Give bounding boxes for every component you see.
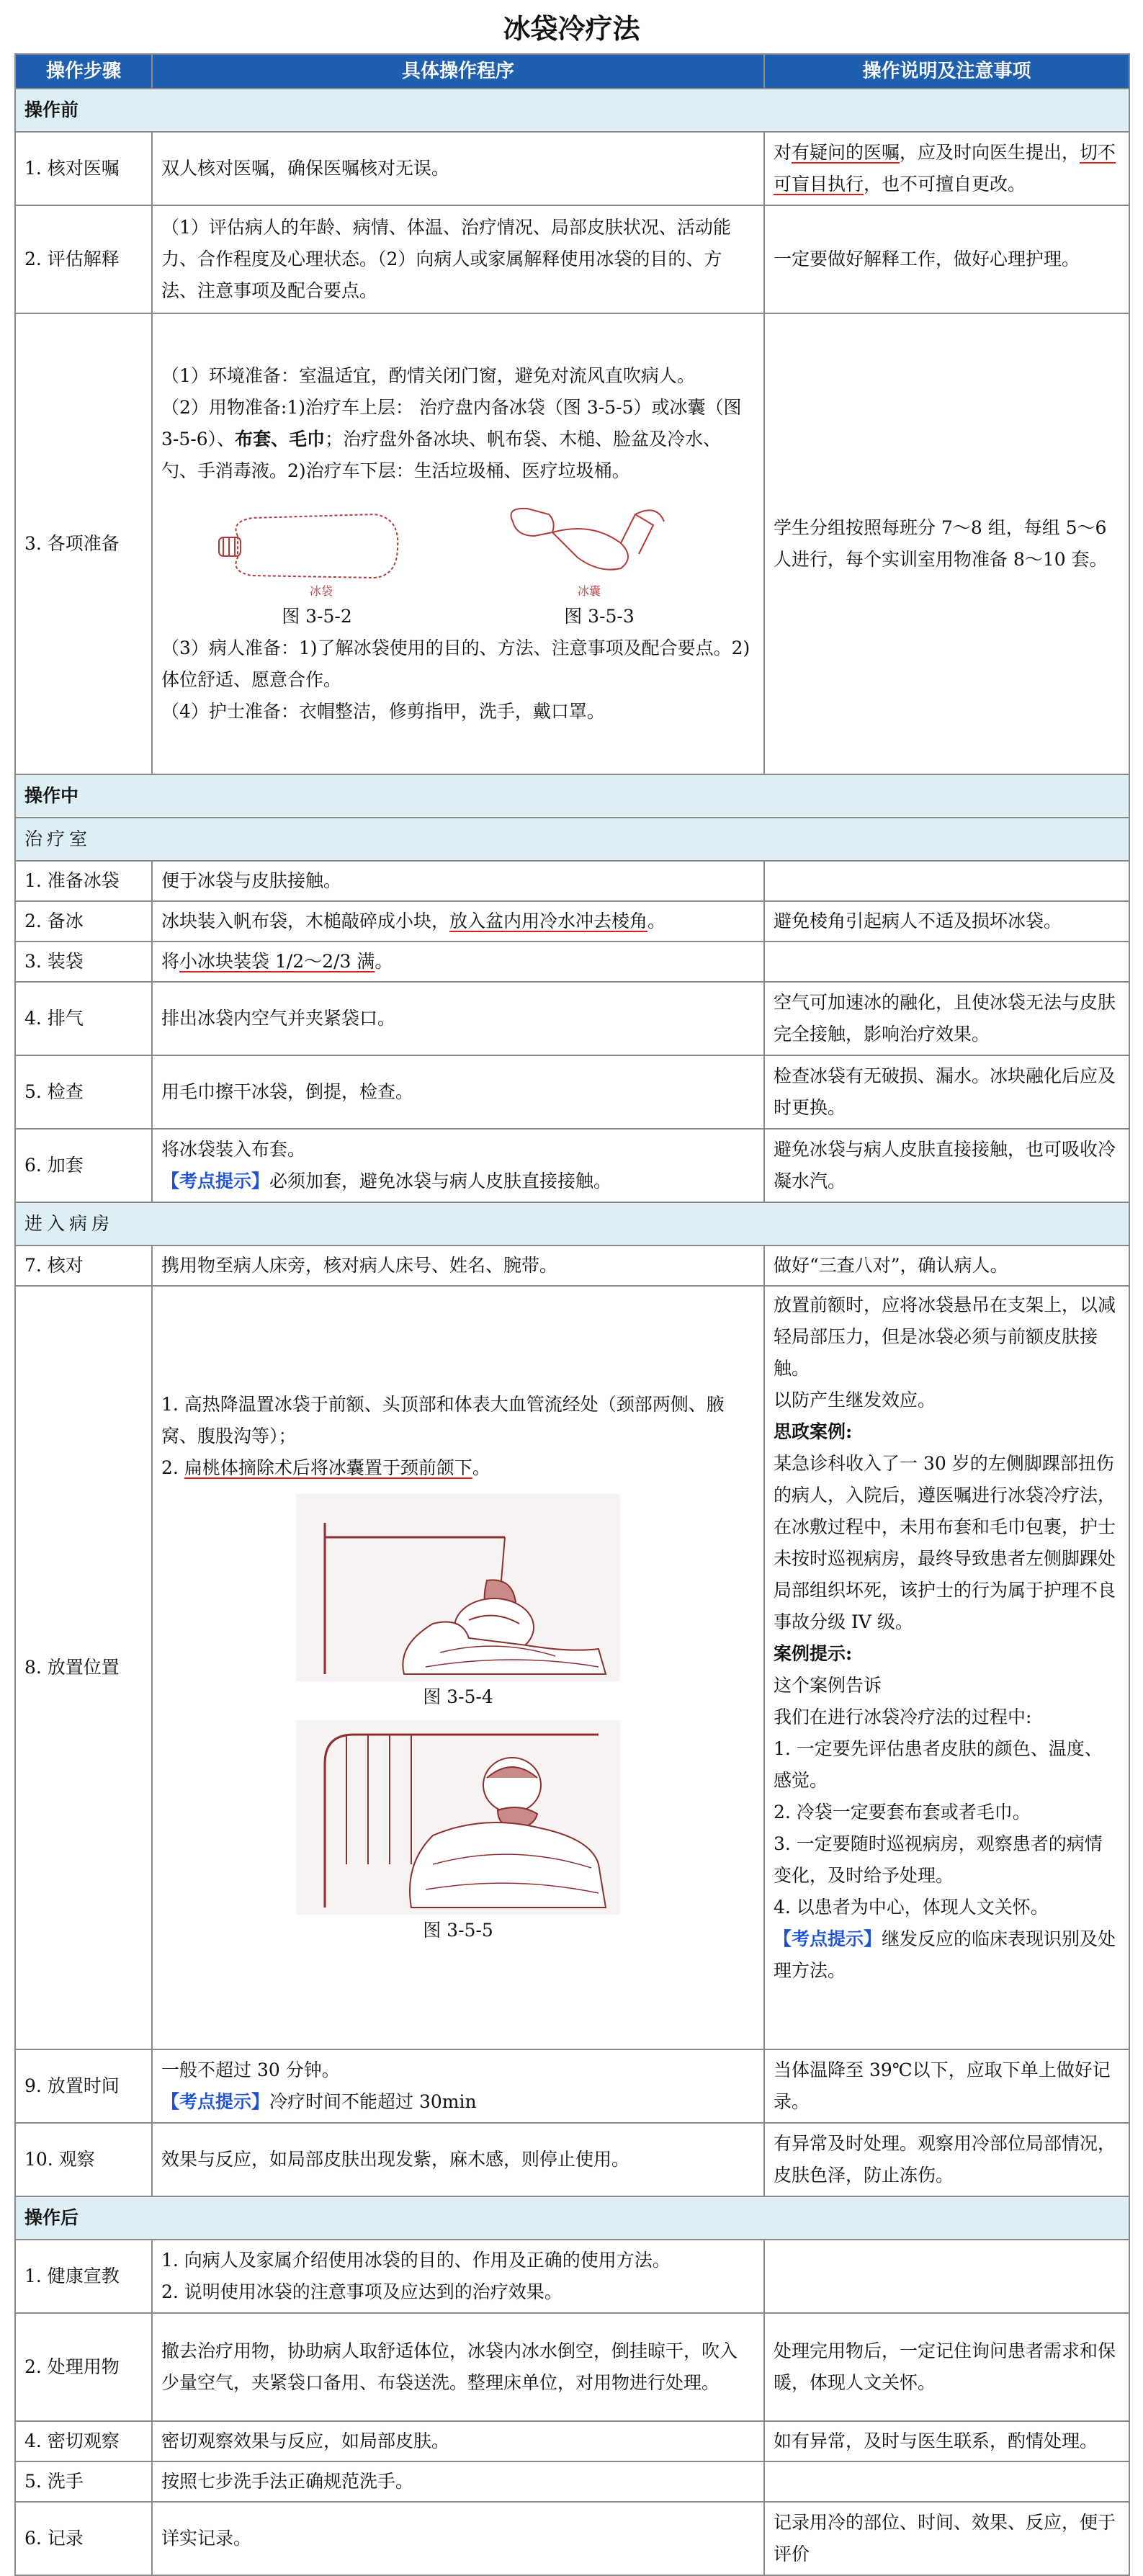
list-item: 3. 一定要随时巡视病房，观察患者的病情变化，及时给予处理。 bbox=[774, 1833, 1103, 1886]
table-row bbox=[15, 132, 1129, 205]
step-cell: 8. 放置位置 bbox=[15, 1286, 152, 2049]
text-span: 冰块装入帆布袋，木槌敲碎成小块， bbox=[161, 911, 450, 931]
list-item: 1. 一定要先评估患者皮肤的颜色、温度、感觉。 bbox=[774, 1738, 1103, 1791]
note-text: 这个案例告诉 bbox=[774, 1675, 882, 1696]
step-cell: 7. 核对 bbox=[15, 1245, 152, 1286]
text-span: 2. bbox=[161, 1457, 184, 1478]
note-cell: 避免冰袋与病人皮肤直接接触，也可吸收冷凝水汽。 bbox=[764, 1129, 1129, 1202]
procedure-cell: 密切观察效果与反应，如局部皮肤。 bbox=[152, 2421, 764, 2461]
table-row bbox=[15, 1129, 1129, 1202]
note-cell: 避免棱角引起病人不适及损坏冰袋。 bbox=[764, 901, 1129, 942]
procedure-table bbox=[14, 53, 1130, 2576]
step-cell: 1. 健康宣教 bbox=[15, 2240, 152, 2313]
text-span: 。 bbox=[375, 951, 393, 972]
procedure-cell: 用毛巾擦干冰袋，倒提，检查。 bbox=[152, 1055, 764, 1129]
note-cell bbox=[764, 2240, 1129, 2313]
table-row bbox=[15, 2240, 1129, 2313]
section-row-during bbox=[15, 774, 1129, 818]
procedure-cell bbox=[152, 2049, 764, 2123]
table-row bbox=[15, 2313, 1129, 2421]
table-row bbox=[15, 942, 1129, 982]
section-label: 操作前 bbox=[15, 89, 1129, 132]
procedure-cell bbox=[152, 313, 764, 774]
procedure-text: （4）护士准备：衣帽整洁，修剪指甲，洗手，戴口罩。 bbox=[161, 701, 605, 722]
note-cell: 记录用冷的部位、时间、效果、反应，便于评价 bbox=[764, 2502, 1129, 2575]
figure-3-5-4 bbox=[161, 1494, 755, 1681]
subsection-row-ward bbox=[15, 1202, 1129, 1245]
procedure-text bbox=[161, 1166, 755, 1197]
note-cell: 当体温降至 39℃以下，应取下单上做好记录。 bbox=[764, 2049, 1129, 2123]
note-cell: 空气可加速冰的融化，且使冰袋无法与皮肤完全接触，影响治疗效果。 bbox=[764, 982, 1129, 1055]
section-label: 操作后 bbox=[15, 2196, 1129, 2240]
exam-tip-label: 【考点提示】 bbox=[774, 1928, 882, 1949]
note-text bbox=[774, 1923, 1120, 1987]
table-row bbox=[15, 2421, 1129, 2461]
ice-sac-neck-illustration bbox=[296, 1720, 620, 1915]
note-cell: 检查冰袋有无破损、漏水。冰块融化后应及时更换。 bbox=[764, 1055, 1129, 1129]
text-span: 。 bbox=[472, 1457, 490, 1478]
text-span: ；治疗盘外备冰块、帆布袋、木槌、脸盆及冷水、勺、手消毒液。2)治疗车下层：生活垃圾桶、医疗垃圾桶。 bbox=[161, 429, 722, 481]
subsection-label: 进入病房 bbox=[15, 1202, 1129, 1245]
bold-span: 布套、毛巾 bbox=[235, 429, 326, 450]
figure-caption: 图 3-5-3 bbox=[564, 606, 635, 627]
figure-label: 冰囊 bbox=[578, 584, 601, 598]
figure-label: 冰袋 bbox=[310, 584, 333, 598]
figure-caption-row bbox=[161, 601, 755, 632]
exam-tip-label: 【考点提示】 bbox=[161, 1171, 270, 1191]
procedure-cell: 按照七步洗手法正确规范洗手。 bbox=[152, 2461, 764, 2502]
note-cell: 如有异常，及时与医生联系，酌情处理。 bbox=[764, 2421, 1129, 2461]
procedure-text: （3）病人准备：1)了解冰袋使用的目的、方法、注意事项及配合要点。2)体位舒适、愿意合作。 bbox=[161, 638, 750, 690]
note-cell bbox=[764, 1286, 1129, 2049]
procedure-cell bbox=[152, 1129, 764, 1202]
step-cell: 2. 评估解释 bbox=[15, 205, 152, 313]
header-procedure: 具体操作程序 bbox=[152, 54, 764, 89]
step-cell: 2. 处理用物 bbox=[15, 2313, 152, 2421]
underline-span: 放入盆内用冷水冲去棱角 bbox=[449, 911, 648, 931]
note-text: ，也不可擅自更改。 bbox=[864, 174, 1026, 194]
step-cell: 6. 记录 bbox=[15, 2502, 152, 2575]
note-cell: 有异常及时处理。观察用冷部位局部情况，皮肤色泽，防止冻伤。 bbox=[764, 2123, 1129, 2196]
procedure-text: （1）环境准备：室温适宜，酌情关闭门窗，避免对流风直吹病人。 bbox=[161, 365, 695, 386]
table-row bbox=[15, 982, 1129, 1055]
procedure-text bbox=[161, 2086, 755, 2118]
figure-3-5-5 bbox=[161, 1720, 755, 1915]
text-span: 。 bbox=[647, 911, 666, 931]
table-header-row bbox=[15, 54, 1129, 89]
procedure-text: 将冰袋装入布套。 bbox=[161, 1139, 306, 1160]
table-row bbox=[15, 2461, 1129, 2502]
note-cell bbox=[764, 132, 1129, 205]
ice-bag-forehead-illustration bbox=[296, 1494, 620, 1681]
procedure-text bbox=[161, 392, 755, 487]
section-label: 操作中 bbox=[15, 774, 1129, 818]
subsection-row-treat-room bbox=[15, 818, 1129, 861]
procedure-cell bbox=[152, 1286, 764, 2049]
table-row bbox=[15, 901, 1129, 942]
header-notes: 操作说明及注意事项 bbox=[764, 54, 1129, 89]
text-span: 必须加套，避免冰袋与病人皮肤直接接触。 bbox=[269, 1171, 612, 1191]
step-cell: 4. 密切观察 bbox=[15, 2421, 152, 2461]
note-text: 对 bbox=[774, 142, 792, 163]
note-text: 我们在进行冰袋冷疗法的过程中: bbox=[774, 1707, 1032, 1727]
note-cell: 一定要做好解释工作，做好心理护理。 bbox=[764, 205, 1129, 313]
ice-sac-illustration bbox=[491, 493, 707, 601]
table-row bbox=[15, 1286, 1129, 2049]
section-row-before bbox=[15, 89, 1129, 132]
note-cell: 做好“三查八对”，确认病人。 bbox=[764, 1245, 1129, 1286]
step-cell: 2. 备冰 bbox=[15, 901, 152, 942]
procedure-cell: 排出冰袋内空气并夹紧袋口。 bbox=[152, 982, 764, 1055]
note-cell: 学生分组按照每班分 7～8 组，每组 5～6 人进行，每个实训室用物准备 8～10 套。 bbox=[764, 313, 1129, 774]
figure-caption: 图 3-5-4 bbox=[423, 1686, 493, 1707]
note-text: 以防产生继发效应。 bbox=[774, 1390, 936, 1410]
text-span: 继发反应的临床表现识别及处理方法。 bbox=[774, 1928, 1116, 1981]
case-title: 思政案例: bbox=[774, 1421, 853, 1442]
table-row bbox=[15, 205, 1129, 313]
underline-span: 小冰块装袋 1/2～2/3 满 bbox=[179, 951, 375, 972]
table-row bbox=[15, 861, 1129, 901]
underline-span: 扁桃体摘除术后将冰囊置于颈前颌下 bbox=[184, 1457, 472, 1478]
table-row bbox=[15, 1055, 1129, 1129]
procedure-cell: 撤去治疗用物，协助病人取舒适体位，冰袋内冰水倒空，倒挂晾干，吹入少量空气，夹紧袋口备用、布袋送洗。整理床单位，对用物进行处理。 bbox=[152, 2313, 764, 2421]
step-cell: 4. 排气 bbox=[15, 982, 152, 1055]
procedure-cell: 携用物至病人床旁，核对病人床号、姓名、腕带。 bbox=[152, 1245, 764, 1286]
exam-tip-label: 【考点提示】 bbox=[161, 2091, 270, 2112]
table-row bbox=[15, 2049, 1129, 2123]
step-cell: 3. 装袋 bbox=[15, 942, 152, 982]
figure-caption: 图 3-5-2 bbox=[282, 606, 352, 627]
procedure-text: 1. 向病人及家属介绍使用冰袋的目的、作用及正确的使用方法。 bbox=[161, 2250, 671, 2271]
text-span: （2）用物准备:1)治疗车上层： 治疗盘内备冰袋（图 3-5-5）或冰囊（图 3-5-6）、 bbox=[161, 397, 742, 450]
procedure-cell bbox=[152, 2240, 764, 2313]
ice-bag-illustration bbox=[209, 493, 425, 601]
procedure-text bbox=[161, 1452, 755, 1484]
note-underline: 切不可盲目执行 bbox=[774, 142, 1116, 194]
table-row bbox=[15, 2502, 1129, 2575]
figure-caption: 图 3-5-5 bbox=[423, 1920, 493, 1941]
case-text: 某急诊科收入了一 30 岁的左侧脚踝部扭伤的病人，入院后，遵医嘱进行冰袋冷疗法，在冰敷过程中，未用布套和毛巾包裹，护士未按时巡视病房，最终导致患者左侧脚踝处局部组织坏死，该护士的行为属于护理不良事故分级 IV 级。 bbox=[774, 1453, 1116, 1632]
subsection-label: 治疗室 bbox=[15, 818, 1129, 861]
note-text: 放置前额时，应将冰袋悬吊在支架上，以减轻局部压力，但是冰袋必须与前额皮肤接触。 bbox=[774, 1294, 1116, 1379]
case-tip-title: 案例提示: bbox=[774, 1643, 853, 1664]
note-underline: 有疑问的医嘱 bbox=[792, 142, 900, 163]
step-cell: 1. 核对医嘱 bbox=[15, 132, 152, 205]
step-cell: 5. 检查 bbox=[15, 1055, 152, 1129]
step-cell: 6. 加套 bbox=[15, 1129, 152, 1202]
table-row bbox=[15, 313, 1129, 774]
list-item: 2. 冷袋一定要套布套或者毛巾。 bbox=[774, 1802, 1031, 1823]
note-cell bbox=[764, 2461, 1129, 2502]
procedure-cell bbox=[152, 901, 764, 942]
section-row-after bbox=[15, 2196, 1129, 2240]
procedure-cell: 详实记录。 bbox=[152, 2502, 764, 2575]
figure-row bbox=[161, 493, 755, 601]
procedure-cell: （1）评估病人的年龄、病情、体温、治疗情况、局部皮肤状况、活动能力、合作程度及心理状态。（2）向病人或家属解释使用冰袋的目的、方法、注意事项及配合要点。 bbox=[152, 205, 764, 313]
figure-ice-bag bbox=[209, 493, 425, 601]
procedure-cell bbox=[152, 942, 764, 982]
step-cell: 10. 观察 bbox=[15, 2123, 152, 2196]
figure-ice-sac bbox=[491, 493, 707, 601]
table-row bbox=[15, 1245, 1129, 1286]
text-span: 冷疗时间不能超过 30min bbox=[269, 2091, 477, 2112]
list-item: 4. 以患者为中心，体现人文关怀。 bbox=[774, 1897, 1049, 1918]
procedure-cell: 便于冰袋与皮肤接触。 bbox=[152, 861, 764, 901]
note-cell: 处理完用物后，一定记住询问患者需求和保暖，体现人文关怀。 bbox=[764, 2313, 1129, 2421]
procedure-text: 2. 说明使用冰袋的注意事项及应达到的治疗效果。 bbox=[161, 2281, 562, 2302]
table-row bbox=[15, 2123, 1129, 2196]
step-cell: 5. 洗手 bbox=[15, 2461, 152, 2502]
step-cell: 3. 各项准备 bbox=[15, 313, 152, 774]
document-title: 冰袋冷疗法 bbox=[503, 12, 640, 45]
procedure-cell: 效果与反应，如局部皮肤出现发紫，麻木感，则停止使用。 bbox=[152, 2123, 764, 2196]
procedure-text: 1. 高热降温置冰袋于前额、头顶部和体表大血管流经处（颈部两侧、腋窝、腹股沟等）； bbox=[161, 1394, 725, 1446]
step-cell: 1. 准备冰袋 bbox=[15, 861, 152, 901]
note-text: ，应及时向医生提出， bbox=[900, 142, 1080, 163]
procedure-text: 一般不超过 30 分钟。 bbox=[161, 2060, 340, 2080]
header-step: 操作步骤 bbox=[15, 54, 152, 89]
procedure-cell: 双人核对医嘱，确保医嘱核对无误。 bbox=[152, 132, 764, 205]
note-cell bbox=[764, 942, 1129, 982]
note-cell bbox=[764, 861, 1129, 901]
text-span: 将 bbox=[161, 951, 180, 972]
step-cell: 9. 放置时间 bbox=[15, 2049, 152, 2123]
